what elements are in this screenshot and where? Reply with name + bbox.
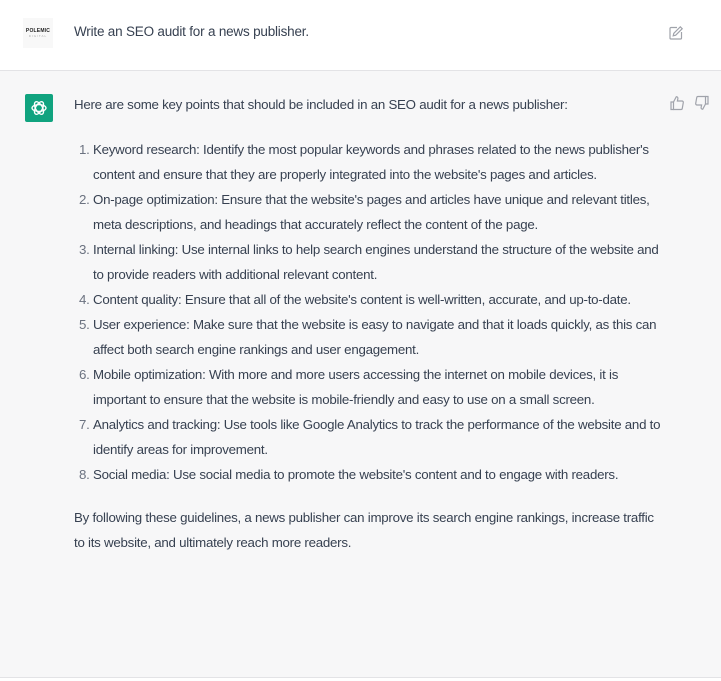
thumbs-up-icon[interactable]	[669, 95, 685, 111]
avatar-text-line-2: DIGITAL	[28, 34, 48, 38]
list-item: 8. Social media: Use social media to promote the website's content and to engage with readers.	[93, 462, 664, 487]
user-message-row	[0, 0, 721, 71]
user-avatar	[23, 18, 53, 48]
thumbs-down-icon[interactable]	[694, 95, 710, 111]
assistant-message-row	[0, 71, 721, 678]
openai-logo-icon	[25, 94, 53, 122]
list-item: 4. Content quality: Ensure that all of the website's content is well-written, accurate, and up-to-date.	[93, 287, 664, 312]
avatar-text-line-1: POLEMIC	[25, 28, 51, 34]
list-item: 3. Internal linking: Use internal links to help search engines understand the structure of the website and to provide readers with additional relevant content.	[93, 237, 664, 287]
outro-text: By following these guidelines, a news publisher can improve its search engine rankings, increase traffic to its website, and ultimately reach more readers.	[74, 510, 654, 550]
list-item: 5. User experience: Make sure that the website is easy to navigate and that it loads quickly, as this can affect both search engine rankings and user engagement.	[93, 312, 664, 362]
key-points-list	[74, 137, 664, 487]
user-message: Write an SEO audit for a news publisher.	[74, 24, 309, 39]
assistant-message	[74, 92, 664, 555]
edit-icon[interactable]	[668, 25, 684, 41]
list-item: 1. Keyword research: Identify the most popular keywords and phrases related to the news publisher's content and ensure that they are properly integrated into the website's pages and articles.	[93, 137, 664, 187]
list-item: 6. Mobile optimization: With more and more users accessing the internet on mobile devices, it is important to ensure that the website is mobile-friendly and easy to use on a small screen.	[93, 362, 664, 412]
intro-text: Here are some key points that should be included in an SEO audit for a news publisher:	[74, 97, 568, 112]
list-item: 7. Analytics and tracking: Use tools like Google Analytics to track the performance of the website and to identify areas for improvement.	[93, 412, 664, 462]
list-item: 2. On-page optimization: Ensure that the website's pages and articles have unique and relevant titles, meta descriptions, and headings that accurately reflect the content of the page.	[93, 187, 664, 237]
